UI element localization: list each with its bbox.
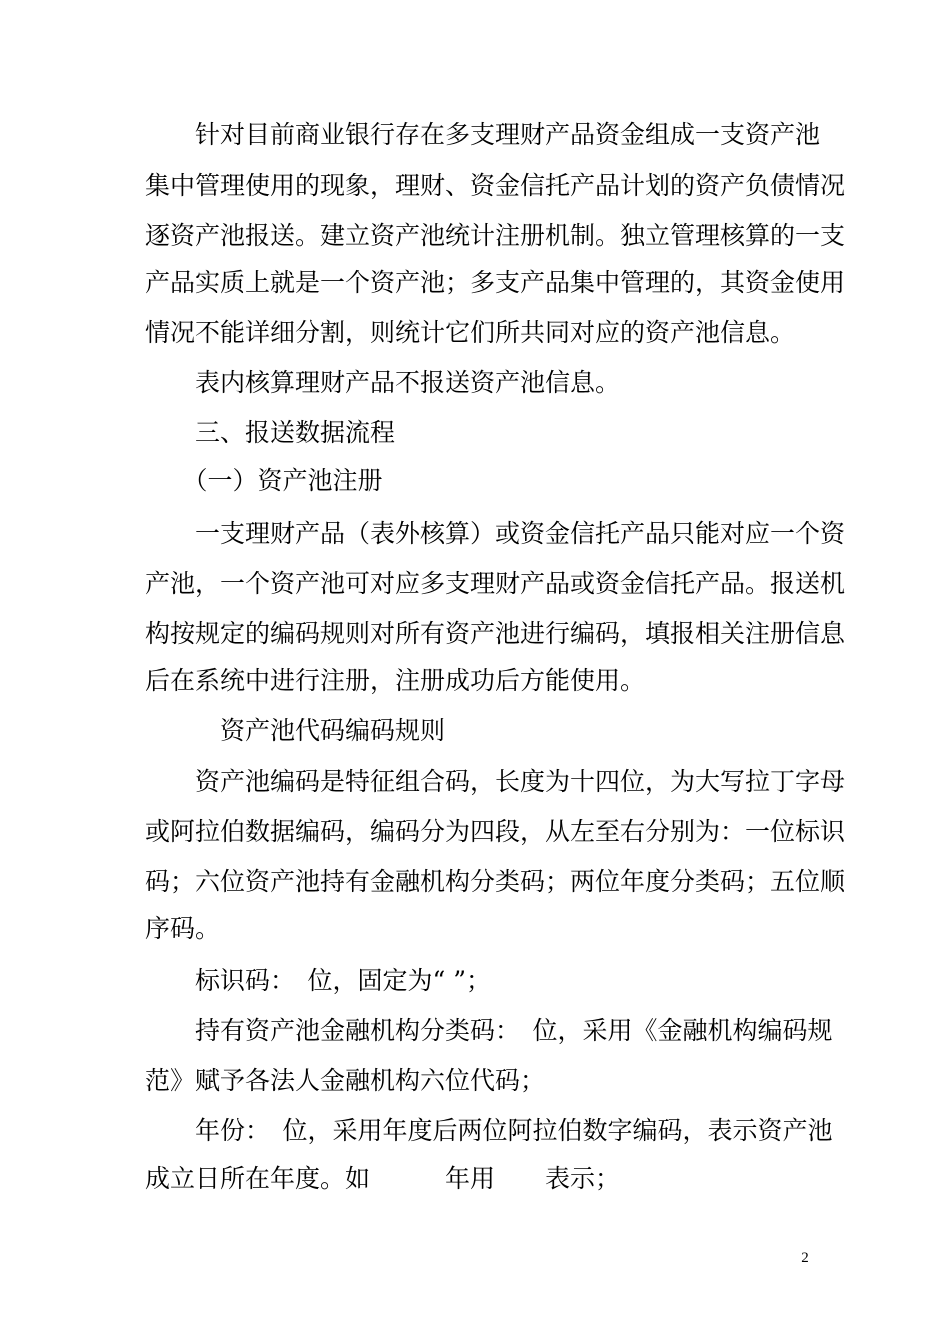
paragraph-line: 范》赋予各法人金融机构六位代码；	[145, 1066, 546, 1095]
paragraph-line: 产品实质上就是一个资产池；多支产品集中管理的，其资金使用	[145, 268, 846, 297]
page-number: 2	[801, 1250, 809, 1266]
paragraph-line: 资产池编码是特征组合码，长度为十四位，为大写拉丁字母	[145, 767, 846, 796]
section-heading: 三、报送数据流程	[145, 418, 396, 447]
paragraph-line: 产池，一个资产池可对应多支理财产品或资金信托产品。报送机	[145, 569, 846, 598]
paragraph-line: 集中管理使用的现象，理财、资金信托产品计划的资产负债情况	[145, 171, 846, 200]
paragraph-line: 码；六位资产池持有金融机构分类码；两位年度分类码；五位顺	[145, 867, 846, 896]
paragraph-line: 后在系统中进行注册，注册成功后方能使用。	[145, 666, 646, 695]
paragraph-line: 或阿拉伯数据编码，编码分为四段，从左至右分别为：一位标识	[145, 817, 846, 846]
paragraph-line: 一支理财产品（表外核算）或资金信托产品只能对应一个资	[145, 519, 846, 548]
paragraph-line: 逐资产池报送。建立资产池统计注册机制。独立管理核算的一支	[145, 221, 846, 250]
paragraph-line: 持有资产池金融机构分类码： 位，采用《金融机构编码规	[145, 1016, 833, 1045]
paragraph-line: 年份： 位，采用年度后两位阿拉伯数字编码，表示资产池	[145, 1116, 833, 1145]
paragraph-line: 成立日所在年度。如 年用 表示；	[145, 1164, 621, 1193]
paragraph-line: 表内核算理财产品不报送资产池信息。	[145, 368, 621, 397]
paragraph-line: 情况不能详细分割，则统计它们所共同对应的资产池信息。	[145, 318, 796, 347]
paragraph-line: 针对目前商业银行存在多支理财产品资金组成一支资产池	[145, 120, 821, 149]
paragraph-line: 序码。	[145, 914, 221, 943]
subsection-heading: （一）资产池注册	[145, 466, 383, 495]
rule-heading: 资产池代码编码规则	[145, 716, 446, 745]
paragraph-line: 标识码： 位，固定为“ ”；	[145, 966, 492, 995]
paragraph-line: 构按规定的编码规则对所有资产池进行编码，填报相关注册信息	[145, 619, 846, 648]
